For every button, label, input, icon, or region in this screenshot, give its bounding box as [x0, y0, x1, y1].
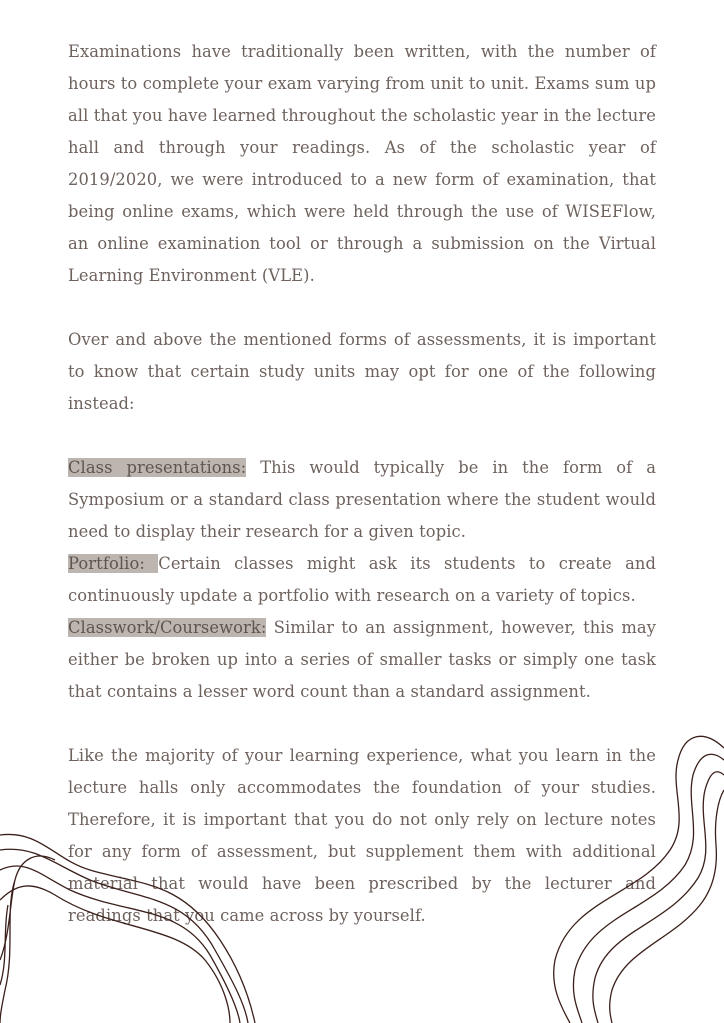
wave-line-icon — [610, 790, 724, 1023]
assessment-term-highlight: Classwork/Coursework: — [68, 618, 267, 637]
assessment-description: Similar to an assignment, however, this may either be broken up into a series of smaller tasks or simply one task that contains a lesser word count than a standard assignment. — [68, 618, 656, 701]
paragraph-other-assessments: Over and above the mentioned forms of assessments, it is important to know that certain study units may opt for one of the following instead: — [68, 330, 656, 413]
wave-line-icon — [593, 772, 724, 1023]
assessment-term-highlight: Portfolio: — [68, 554, 159, 573]
assessment-description: Certain classes might ask its students to create and continuously update a portfolio with research on a variety of topics. — [68, 554, 656, 605]
paragraph-exams-intro: Examinations have traditionally been written, with the number of hours to complete your exam varying from unit to unit. Exams sum up all that you have learned throughout the scholastic year in the lecture hall and through your readings. As of the scholastic year of 2019/2020, we were introduced to a new form of examination, that being online exams, which were held through the use of WISEFlow, an online examination tool or through a submission on the Virtual Learning Environment (VLE). — [68, 42, 656, 285]
assessment-description: This would typically be in the form of a Symposium or a standard class presentation where the student would need to display their research for a given topic. — [68, 458, 656, 541]
assessment-term-highlight: Class presentations: — [68, 458, 247, 477]
wave-line-icon — [554, 736, 724, 1023]
paragraph-learning-advice: Like the majority of your learning experience, what you learn in the lecture halls only accommodates the foundation of your studies. Therefore, it is important that you do not only rely on lecture notes for any form of assessment, but supplement them with additional material that would have been prescribed by the lecturer and readings that you came across by yourself. — [68, 746, 656, 925]
wave-line-icon — [0, 886, 230, 1023]
wave-line-icon — [0, 856, 55, 1023]
wave-line-icon — [573, 754, 724, 1023]
wave-line-icon — [0, 849, 248, 1023]
wave-line-icon — [0, 834, 255, 1023]
